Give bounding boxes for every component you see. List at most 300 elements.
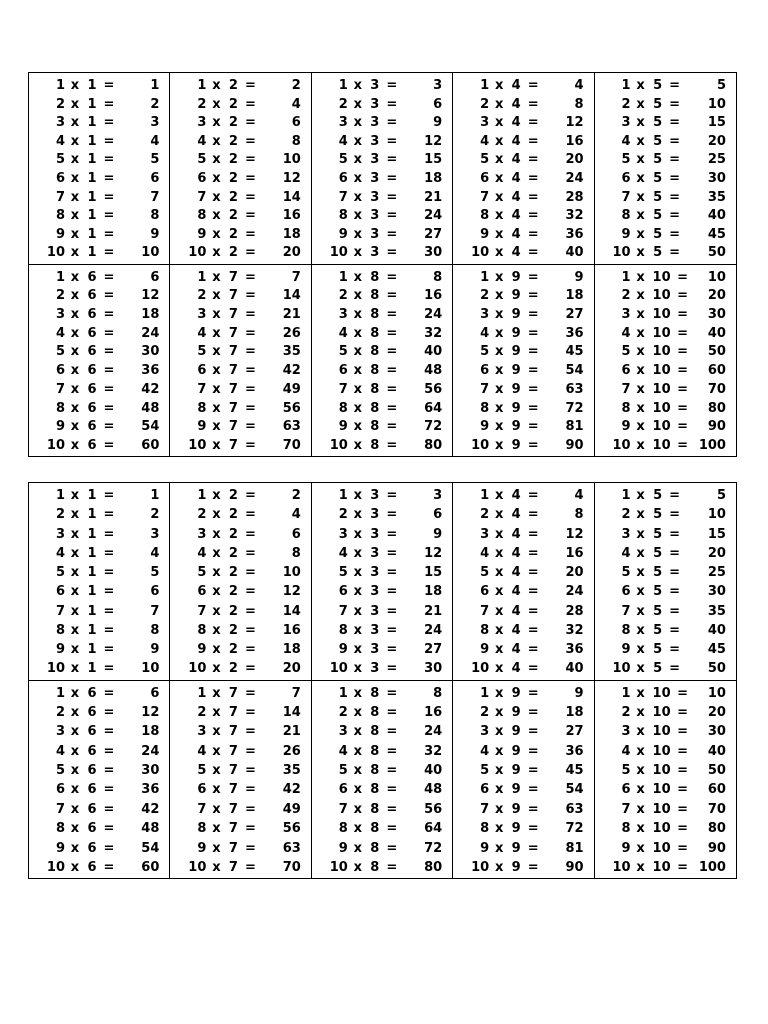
equals-sign: = (103, 381, 115, 397)
table-row (326, 170, 442, 187)
product: 40 (424, 344, 443, 360)
product: 30 (424, 245, 443, 261)
multiplicand: 8 (621, 400, 631, 416)
multiplier: 3 (370, 603, 380, 619)
product: 72 (565, 821, 584, 837)
product: 32 (424, 743, 443, 759)
table-row (43, 418, 159, 435)
multiplicand: 6 (621, 363, 631, 379)
multiplicand: 8 (55, 208, 65, 224)
multiplicand: 5 (621, 763, 631, 778)
equals-sign: = (386, 78, 398, 93)
product: 14 (282, 603, 301, 619)
multiplier: 7 (228, 419, 238, 435)
times-sign: x (494, 226, 504, 242)
multiplier: 3 (370, 642, 380, 658)
table-row (184, 400, 300, 417)
equals-sign: = (244, 724, 256, 740)
product: 40 (565, 245, 584, 261)
multiplier: 6 (87, 763, 97, 778)
table-row (609, 840, 726, 857)
product: 27 (424, 642, 443, 658)
multiplier: 6 (87, 419, 97, 435)
multiplicand: 1 (55, 78, 65, 93)
equals-sign: = (677, 859, 689, 875)
times-table-3 (312, 483, 453, 681)
multiplicand: 9 (55, 642, 65, 658)
equals-sign: = (669, 603, 681, 619)
times-sign: x (70, 743, 80, 759)
multiplier: 4 (511, 603, 521, 619)
table-row (43, 400, 159, 417)
table-row (326, 801, 442, 818)
times-sign: x (353, 685, 362, 701)
equals-sign: = (103, 507, 115, 523)
table-row (467, 77, 583, 94)
equals-sign: = (103, 208, 115, 224)
multiplier: 3 (370, 526, 380, 542)
equals-sign: = (386, 306, 398, 322)
multiplicand: 5 (480, 565, 490, 581)
multiplier: 9 (511, 325, 521, 341)
equals-sign: = (677, 763, 689, 778)
multiplier: 7 (228, 400, 238, 416)
multiplier: 4 (511, 661, 521, 677)
multiplier: 2 (228, 171, 238, 187)
multiplicand: 2 (621, 288, 631, 304)
equals-sign: = (669, 622, 681, 638)
table-row (326, 820, 442, 837)
table-row (43, 743, 159, 760)
multiplicand: 10 (612, 661, 631, 677)
equals-sign: = (103, 685, 115, 701)
product: 70 (707, 381, 726, 397)
multiplicand: 7 (197, 381, 207, 397)
multiplicand: 2 (197, 96, 207, 112)
product: 12 (565, 115, 584, 131)
table-row (609, 781, 726, 798)
table-row (326, 362, 442, 379)
multiplier: 2 (228, 78, 238, 93)
times-sign: x (212, 226, 221, 242)
product: 6 (291, 526, 301, 542)
multiplier: 9 (511, 288, 521, 304)
multiplier: 6 (87, 743, 97, 759)
multiplier: 1 (87, 245, 97, 261)
multiplier: 2 (228, 565, 238, 581)
multiplier: 5 (653, 622, 663, 638)
multiplicand: 9 (480, 642, 490, 658)
table-row (326, 526, 442, 543)
equals-sign: = (669, 545, 681, 561)
multiplier: 6 (87, 288, 97, 304)
multiplicand: 4 (197, 545, 207, 561)
multiplier: 3 (370, 226, 380, 242)
product: 35 (282, 763, 301, 778)
table-row (326, 418, 442, 435)
multiplier: 7 (228, 821, 238, 837)
multiplier: 1 (87, 507, 97, 523)
table-row (609, 287, 726, 304)
times-sign: x (636, 288, 645, 304)
multiplier: 9 (511, 743, 521, 759)
times-table-1 (29, 73, 170, 265)
times-sign: x (353, 821, 362, 837)
product: 30 (707, 171, 726, 187)
product: 48 (424, 782, 443, 798)
equals-sign: = (103, 526, 115, 542)
table-row (184, 859, 300, 876)
equals-sign: = (103, 821, 115, 837)
equals-sign: = (244, 325, 256, 341)
table-row (184, 207, 300, 224)
product: 24 (565, 584, 584, 600)
table-row (326, 96, 442, 113)
multiplier: 4 (511, 545, 521, 561)
times-sign: x (70, 115, 80, 131)
equals-sign: = (103, 661, 115, 677)
product: 4 (150, 545, 160, 561)
equals-sign: = (386, 685, 398, 701)
multiplicand: 8 (480, 400, 490, 416)
equals-sign: = (244, 859, 256, 875)
table-row (326, 269, 442, 286)
equals-sign: = (103, 245, 115, 261)
equals-sign: = (103, 152, 115, 168)
multiplicand: 1 (621, 78, 631, 93)
multiplier: 4 (511, 208, 521, 224)
multiplicand: 1 (480, 685, 490, 701)
times-sign: x (70, 152, 80, 168)
equals-sign: = (103, 133, 115, 149)
product: 48 (424, 363, 443, 379)
equals-sign: = (527, 840, 539, 856)
product: 8 (150, 622, 160, 638)
product: 49 (282, 381, 301, 397)
product: 24 (424, 724, 443, 740)
table-row (184, 170, 300, 187)
product: 50 (707, 661, 726, 677)
product: 54 (141, 419, 160, 435)
equals-sign: = (386, 288, 398, 304)
multiplicand: 9 (197, 419, 207, 435)
table-row (609, 820, 726, 837)
table-row (184, 418, 300, 435)
table-row (467, 133, 583, 150)
equals-sign: = (527, 488, 539, 503)
equals-sign: = (386, 419, 398, 435)
product: 18 (565, 704, 584, 720)
multiplier: 6 (87, 306, 97, 322)
product: 10 (707, 96, 726, 112)
multiplicand: 8 (197, 400, 207, 416)
equals-sign: = (244, 565, 256, 581)
table-row (467, 487, 583, 504)
table-row (326, 306, 442, 323)
equals-sign: = (103, 743, 115, 759)
multiplicand: 1 (338, 269, 348, 285)
equals-sign: = (244, 208, 256, 224)
product: 8 (150, 208, 160, 224)
product: 30 (707, 724, 726, 740)
table-row (467, 96, 583, 113)
product: 6 (150, 171, 160, 187)
table-row (467, 820, 583, 837)
product: 7 (291, 269, 301, 285)
multiplier: 4 (511, 226, 521, 242)
equals-sign: = (386, 115, 398, 131)
product: 21 (282, 724, 301, 740)
multiplicand: 1 (197, 78, 207, 93)
multiplier: 10 (652, 400, 671, 416)
multiplier: 6 (87, 363, 97, 379)
multiplier: 9 (511, 763, 521, 778)
table-row (467, 343, 583, 360)
times-sign: x (494, 96, 504, 112)
equals-sign: = (527, 565, 539, 581)
product: 14 (282, 189, 301, 205)
product: 8 (291, 545, 301, 561)
multiplicand: 9 (197, 642, 207, 658)
equals-sign: = (103, 801, 115, 817)
times-sign: x (212, 661, 221, 677)
product: 12 (141, 704, 160, 720)
product: 80 (424, 437, 443, 453)
equals-sign: = (103, 545, 115, 561)
multiplier: 3 (370, 208, 380, 224)
table-row (326, 343, 442, 360)
times-sign: x (212, 743, 221, 759)
times-sign: x (494, 381, 504, 397)
table-row (467, 170, 583, 187)
product: 8 (574, 96, 584, 112)
equals-sign: = (386, 189, 398, 205)
product: 20 (282, 245, 301, 261)
product: 90 (707, 840, 726, 856)
multiplier: 4 (511, 526, 521, 542)
equals-sign: = (527, 400, 539, 416)
table-row (326, 704, 442, 721)
equals-sign: = (244, 743, 256, 759)
times-sign: x (70, 400, 80, 416)
multiplicand: 3 (480, 306, 490, 322)
multiplier: 10 (652, 801, 671, 817)
multiplier: 2 (228, 226, 238, 242)
times-sign: x (353, 526, 362, 542)
table-row (43, 325, 159, 342)
equals-sign: = (527, 189, 539, 205)
multiplier: 8 (370, 288, 380, 304)
multiplicand: 6 (621, 782, 631, 798)
equals-sign: = (386, 661, 398, 677)
multiplier: 5 (653, 584, 663, 600)
times-sign: x (494, 437, 504, 453)
times-sign: x (212, 400, 221, 416)
times-sign: x (353, 96, 362, 112)
multiplicand: 2 (338, 288, 348, 304)
table-row (467, 641, 583, 658)
equals-sign: = (103, 269, 115, 285)
table-row (43, 151, 159, 168)
times-sign: x (636, 437, 645, 453)
product: 80 (424, 859, 443, 875)
multiplier: 4 (511, 152, 521, 168)
product: 30 (141, 763, 160, 778)
table-row (326, 506, 442, 523)
table-row (326, 381, 442, 398)
product: 12 (282, 171, 301, 187)
table-row (184, 226, 300, 243)
table-row (184, 114, 300, 131)
times-sign: x (636, 325, 645, 341)
equals-sign: = (677, 325, 689, 341)
multiplicand: 3 (338, 724, 348, 740)
equals-sign: = (669, 115, 681, 131)
table-row (467, 704, 583, 721)
table-row (609, 77, 726, 94)
multiplier: 4 (511, 622, 521, 638)
equals-sign: = (669, 171, 681, 187)
multiplicand: 8 (480, 622, 490, 638)
equals-sign: = (386, 821, 398, 837)
times-sign: x (70, 801, 80, 817)
equals-sign: = (244, 584, 256, 600)
times-sign: x (353, 642, 362, 658)
multiplicand: 1 (197, 269, 207, 285)
multiplier: 10 (652, 685, 671, 701)
multiplier: 9 (511, 419, 521, 435)
multiplicand: 8 (338, 622, 348, 638)
multiplier: 5 (653, 488, 663, 503)
table-row (467, 189, 583, 206)
multiplicand: 2 (621, 507, 631, 523)
times-sign: x (212, 152, 221, 168)
product: 36 (565, 743, 584, 759)
equals-sign: = (527, 344, 539, 360)
equals-sign: = (244, 704, 256, 720)
equals-sign: = (527, 437, 539, 453)
table-row (609, 685, 726, 702)
table-row (467, 306, 583, 323)
multiplicand: 2 (55, 507, 65, 523)
product: 18 (424, 584, 443, 600)
table-row (609, 762, 726, 779)
times-table-5 (595, 73, 736, 265)
times-sign: x (353, 400, 362, 416)
multiplicand: 8 (621, 821, 631, 837)
table-row (184, 820, 300, 837)
multiplier: 4 (511, 507, 521, 523)
multiplier: 8 (370, 782, 380, 798)
equals-sign: = (527, 152, 539, 168)
table-row (467, 840, 583, 857)
table-row (326, 133, 442, 150)
multiplier: 7 (228, 801, 238, 817)
table-row (609, 723, 726, 740)
product: 24 (424, 306, 443, 322)
multiplier: 5 (653, 189, 663, 205)
multiplier: 2 (228, 115, 238, 131)
multiplicand: 9 (338, 226, 348, 242)
table-row (609, 306, 726, 323)
times-sign: x (353, 344, 362, 360)
multiplier: 1 (87, 189, 97, 205)
times-sign: x (70, 545, 80, 561)
multiplier: 8 (370, 801, 380, 817)
times-sign: x (353, 306, 362, 322)
table-row (609, 207, 726, 224)
table-row (467, 545, 583, 562)
product: 16 (282, 208, 301, 224)
multiplier: 5 (653, 642, 663, 658)
multiplicand: 6 (338, 363, 348, 379)
table-row (609, 151, 726, 168)
times-sign: x (636, 419, 645, 435)
equals-sign: = (386, 642, 398, 658)
multiplicand: 4 (197, 133, 207, 149)
equals-sign: = (386, 801, 398, 817)
equals-sign: = (386, 171, 398, 187)
product: 21 (424, 603, 443, 619)
equals-sign: = (244, 171, 256, 187)
multiplicand: 7 (338, 381, 348, 397)
multiplier: 8 (370, 704, 380, 720)
multiplier: 8 (370, 840, 380, 856)
product: 2 (150, 96, 160, 112)
multiplicand: 3 (55, 724, 65, 740)
table-row (184, 583, 300, 600)
product: 36 (565, 226, 584, 242)
multiplier: 10 (652, 419, 671, 435)
equals-sign: = (103, 226, 115, 242)
multiplicand: 3 (197, 115, 207, 131)
multiplicand: 5 (197, 763, 207, 778)
product: 20 (282, 661, 301, 677)
equals-sign: = (527, 661, 539, 677)
table-row (43, 762, 159, 779)
product: 54 (141, 840, 160, 856)
equals-sign: = (103, 724, 115, 740)
times-sign: x (636, 115, 645, 131)
multiplicand: 8 (197, 821, 207, 837)
equals-sign: = (244, 152, 256, 168)
times-sign: x (494, 685, 504, 701)
table-row (326, 859, 442, 876)
times-sign: x (212, 724, 221, 740)
times-sign: x (212, 763, 221, 778)
multiplier: 9 (511, 437, 521, 453)
multiplicand: 1 (621, 488, 631, 503)
equals-sign: = (103, 288, 115, 304)
times-sign: x (70, 245, 80, 261)
product: 90 (565, 437, 584, 453)
multiplicand: 6 (55, 363, 65, 379)
times-sign: x (70, 133, 80, 149)
multiplier: 4 (511, 115, 521, 131)
multiplier: 10 (652, 381, 671, 397)
table-row (184, 685, 300, 702)
multiplicand: 4 (480, 545, 490, 561)
times-sign: x (636, 344, 645, 360)
product: 48 (141, 821, 160, 837)
multiplicand: 2 (197, 288, 207, 304)
multiplier: 4 (511, 565, 521, 581)
product: 5 (150, 565, 160, 581)
table-row (609, 96, 726, 113)
multiplicand: 7 (197, 801, 207, 817)
product: 20 (565, 152, 584, 168)
multiplier: 5 (653, 507, 663, 523)
